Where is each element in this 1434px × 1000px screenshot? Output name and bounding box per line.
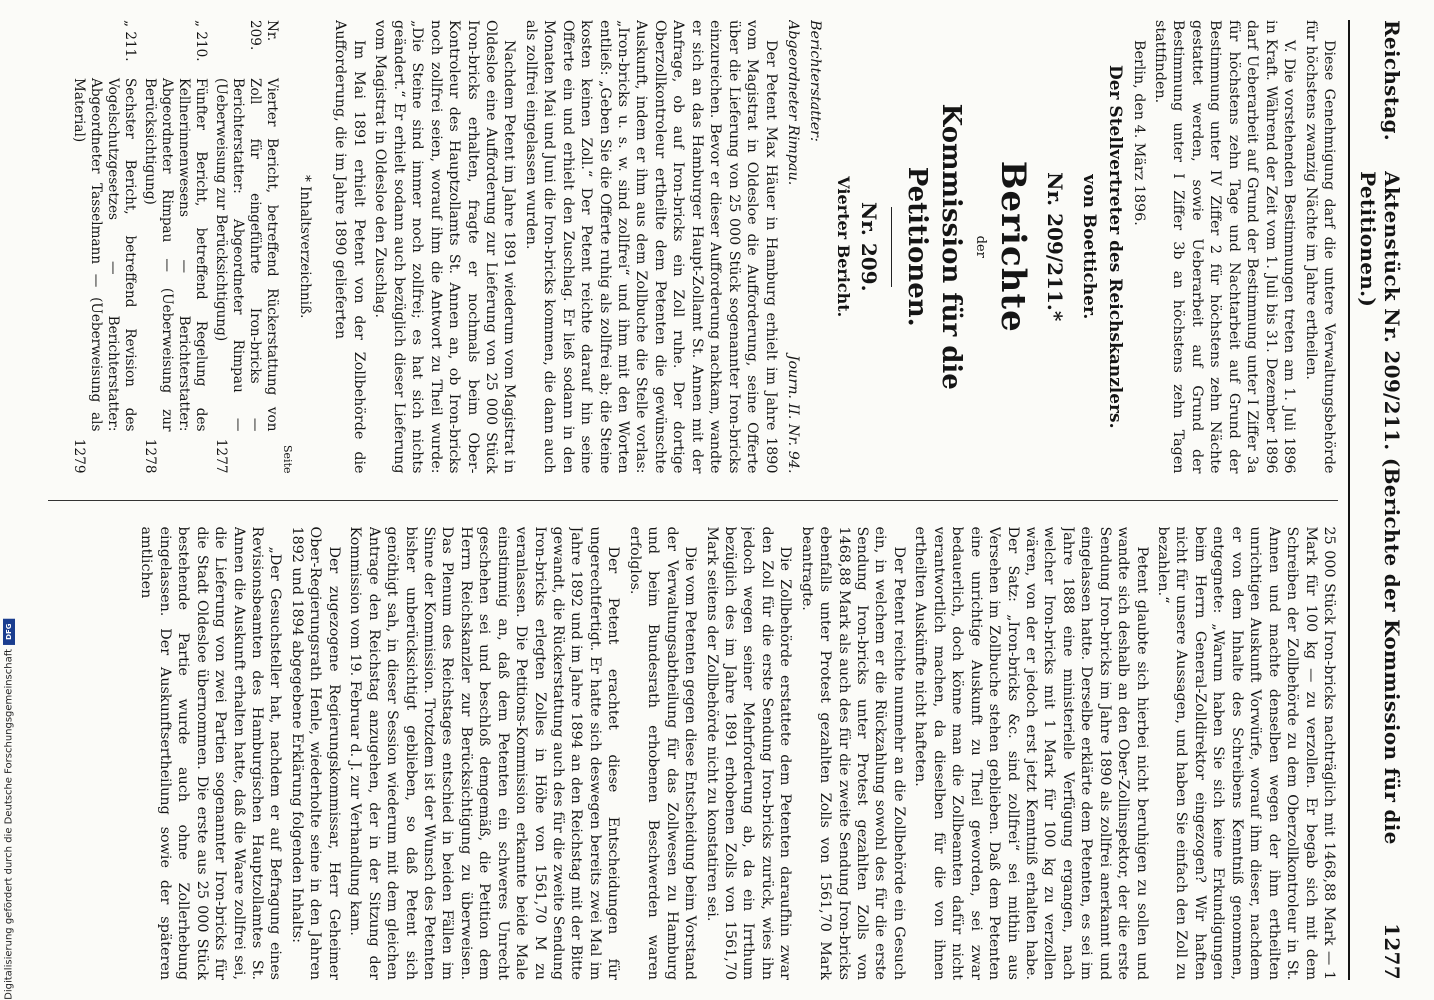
digitization-footer <box>0 0 18 1000</box>
paragraph: „Der Gesuchsteller hat, nachdem er auf Befragung eines Revisionsbeamten des Hamburgischen Hauptzollamtes St. Annen die Auskunft erhalten hatte, daß die Waare zollfrei sei, die Lieferung von zwei Partien sogenannter Iron-bricks für die Stadt Oldesloe übernommen. Die erste aus 25 000 Stück bestehende Partie wurde auch ohne Zollerhebung eingelassen. Der Auskunftsertheilung sowie der späteren amtlichen <box>138 526 284 980</box>
running-head-left: Reichstag. <box>1380 20 1404 142</box>
paragraph: Die vom Petenten gegen diese Entscheidung beim Vorstand der Verwaltungsabtheilung für das Zollwesen zu Hamburg und beim Bundesrath erhobenen Beschwerden waren erfolglos. <box>626 526 699 980</box>
divider <box>891 207 892 287</box>
column-right <box>48 527 1338 981</box>
section-number: Nr. 209/211.* <box>1043 172 1068 322</box>
toc-title: * Inhaltsverzeichniß. <box>297 174 314 319</box>
running-head <box>1348 20 1404 980</box>
paragraph: Nachdem Petent im Jahre 1891 wiederum vom Magistrat in Oldesloe eine Aufforderung zur Lieferung von 25 000 Stück Iron-bricks erhalten, fragte er nochmals beim Ober-Kontroleur des Hauptzollamts St. Annen an, ob Iron-bricks noch zollfrei seien, worauf ihm die Antwort zu Theil wurde: „Die Steine sind immer noch zollfrei; es hat sich nichts geändert.“ Er erhielt sodann auch bezüglich dieser Lieferung vom Magistrat in Oldesloe den Zuschlag. <box>372 20 518 474</box>
rotated-page-content <box>20 0 1420 1000</box>
toc-page: 1277 <box>213 438 230 474</box>
toc-text: Fünfter Bericht, betreffend Regelung des Kellnerinnenwesens — Berichterstatter: Abgeordneter Rimpau — (Ueberweisung zur Berücksichtigung) <box>142 78 210 432</box>
paragraph: Die Zollbehörde erstattete dem Petenten daraufhin zwar den Zoll für die erste Sendung Iron-bricks zurück, wies ihn jedoch wegen seiner Mehrforderung ab, da ein Irrthum bezüglich des im Jahre 1891 erhobenen Zolls von 1561,70 Mark seitens der Zollbehörde nicht zu konstatiren sei. <box>703 526 794 980</box>
toc-entry <box>212 20 280 474</box>
toc-page: 1279 <box>71 438 88 474</box>
table-of-contents <box>71 20 314 474</box>
paragraph: Diese Genehmigung darf die untere Verwaltungsbehörde für höchstens zwanzig Nächte im Jahre ertheilen. <box>1302 20 1337 474</box>
journal-number: Journ. II. Nr. 94. <box>785 354 801 474</box>
rapporteur-row-2 <box>784 20 802 474</box>
toc-text: Sechster Bericht, betreffend Revision des Vogelschutzgesetzes — Berichterstatter: Abgeordneter Tasselmann — (Ueberweisung als Material) <box>71 78 139 432</box>
date-line: Berlin, den 4. März 1896. <box>1130 40 1147 226</box>
toc-number: „ 211. <box>122 20 139 62</box>
document-page <box>20 0 1420 1000</box>
paragraph: Der Petent Max Häuer in Hamburg erhielt im Jahre 1890 vom Magistrat in Oldesloe die Aufforderung, seine Offerte über die Lieferung von 25 000 Stück sogenannter Iron-bricks einzureichen. Bevor er dieser Aufforderung nachkam, wandte er sich an das Hamburger Haupt-Zollamt St. Annen mit der Anfrage, ob auf Iron-bricks ein Zoll ruhe. Der dortige Oberzollkontroleur ertheilte dem Petenten die gewünschte Auskunft, indem er ihm aus dem Zollbuche die Stelle vorlas: „Iron-bricks u. s. w. sind zollfrei“ und ihm mit den Worten entließ: „Geben Sie die Offerte ruhig als zollfrei ab; die Steine kosten keinen Zoll.“ Der Petent reichte darauf hin seine Offerte ein und erhielt den Zuschlag. Er ließ sodann in den Monaten Mai und Juni die Iron-bricks kommen, die dann auch als zollfrei eingelassen wurden. <box>522 20 779 474</box>
column-rule <box>48 500 1338 501</box>
subsection-number: Nr. 209. <box>856 201 881 292</box>
toc-number: „ 210. <box>193 20 210 62</box>
toc-page: 1278 <box>142 438 159 474</box>
toc-entry <box>71 20 139 474</box>
footer-credit: Digitalisierung gefördert durch die Deutsche Forschungsgemeinschaft <box>3 649 15 1000</box>
paragraph: 25 000 Stück Iron-bricks nachträglich mit 1468,88 Mark — 1 Mark für 100 kg — zu verzollen. Er begab sich mit dem Schreiben der Zollbehörde zu dem Oberzollkontroleur in St. Annen und machte denselben wegen der ihm ertheilten unrichtigen Auskunft Vorwürfe, worauf ihm dieser, nachdem er von dem Inhalte des Schreibens Kenntniß genommen, entgegnete: „Warum haben Sie sich keine Erkundigungen beim Herrn General-Zolldirektor eingezogen? Wir haften nicht für unsere Aussagen, und haben Sie einfach den Zoll zu bezahlen.“ <box>1155 526 1337 980</box>
paragraph: V. Die vorstehenden Bestimmungen treten am 1. Juli 1896 in Kraft. Während der Zeit vom 1. Juli bis 31. Dezember 1896 darf Ueberarbeit auf Grund der Bestimmung unter I Ziffer 3a für höchstens zehn Tage und Nachtarbeit auf Grund der Bestimmung unter IV Ziffer 2 für höchstens zehn Nächte gestattet werden, sowie Ueberarbeit auf Grund der Bestimmung unter I Ziffer 3b an höchstens zehn Tagen stattfinden. <box>1152 20 1298 474</box>
toc-text: Vierter Bericht, betreffend Rückerstattung von Zoll für eingeführte Iron-bricks — Berichterstatter: Abgeordneter Rimpau — (Ueberweisung zur Berücksichtigung) <box>213 78 281 432</box>
text-columns <box>48 20 1338 980</box>
paragraph: Der Petent erachtet diese Entscheidungen für ungerechtfertigt. Er hatte sich deswegen bereits zwei Mal im Jahre 1892 und im Jahre 1894 an den Reichstag mit der Bitte gewandt, die Rückerstattung auch des für die zweite Sendung Iron-bricks erlegten Zolles in Höhe von 1561,70 M zu veranlassen. Die Petitions-Kommission erkannte beide Male einstimmig an, daß dem Petenten ein schweres Unrecht geschehen sei und beschloß demgemäß, die Petition dem Herrn Reichskanzler zur Berücksichtigung zu überweisen. Das Plenum des Reichstages entschied in beiden Fällen im Sinne der Kommission. Trotzdem ist der Wunsch des Petenten bisher unberücksichtigt geblieben, so daß Petent sich genöthigt sah, in dieser Session wiederum mit dem gleichen Antrage den Reichstag anzugehen, der in der Sitzung der Kommission vom 19. Februar d. J. zur Verhandlung kam. <box>347 526 622 980</box>
signature-name: von Boetticher. <box>1079 174 1100 320</box>
dfg-logo-icon: DFG <box>3 619 15 645</box>
rapporteur-label: Berichterstatter: <box>807 20 824 142</box>
page-number: 1277 <box>1380 923 1404 980</box>
paragraph: Der zugezogene Regierungskommissar, Herr Geheimer Ober-Regierungsrath Henle, wiederholte seine in den Jahren 1892 und 1894 abgegebene Erklärung folgenden Inhalts: <box>288 526 342 980</box>
paragraph: Der Petent reichte nunmehr an die Zollbehörde ein Gesuch ein, in welchem er die Rückzahlung sowohl des für die erste Sendung Iron-bricks unter Protest gezahlten Zolls von 1468,88 Mark als auch des für die zweite Sendung Iron-bricks ebenfalls unter Protest gezahlten Zolls von 1561,70 Mark beantragte. <box>798 526 907 980</box>
heading-kommission: Kommission für die Petitionen. <box>902 103 966 390</box>
heading-berichte: Berichte <box>992 160 1033 333</box>
toc-page-header: Seite <box>281 445 295 474</box>
toc-entry <box>141 20 209 474</box>
rapporteur-name: Abgeordneter Rimpau. <box>785 20 801 186</box>
toc-number: Nr. 209. <box>247 20 281 51</box>
paragraph: Petent glaubte sich hierbei nicht beruhigen zu sollen und wandte sich deshalb an den Ober-Zollinspektor, der die erste Sendung Iron-bricks im Jahre 1890 als zollfrei anerkannt und eingelassen hatte. Derselbe erklärte dem Petenten, es sei im Jahre 1888 eine ministerielle Verfügung ergangen, nach welcher Iron-bricks mit 1 Mark für 100 kg zu verzollen wären, von der er jedoch erst jetzt Kenntniß erhalten habe. Der Satz: „Iron-bricks &c. sind zollfrei“ sei mithin aus Versehen im Zollbuche stehen geblieben. Daß dem Petenten eine unrichtige Auskunft zu Theil geworden, sei zwar bedauerlich, doch könne man die Zollbeamten dafür nicht verantwortlich machen, da dieselben für die von ihnen ertheilten Auskünfte nicht hafteten. <box>912 526 1150 980</box>
paragraph: Im Mai 1891 erhielt Petent von der Zollbehörde die Aufforderung, die im Jahre 1890 gelieferten <box>332 20 367 474</box>
subsection-title: Vierter Bericht. <box>834 176 854 318</box>
running-head-title: Aktenstück Nr. 209/211. (Berichte der Kommission für die Petitionen.) <box>1356 171 1404 845</box>
column-left <box>48 20 1338 474</box>
signature-title: Der Stellvertreter des Reichskanzlers. <box>1105 64 1126 429</box>
rapporteur-row <box>806 20 824 474</box>
heading-der: der <box>972 235 988 258</box>
